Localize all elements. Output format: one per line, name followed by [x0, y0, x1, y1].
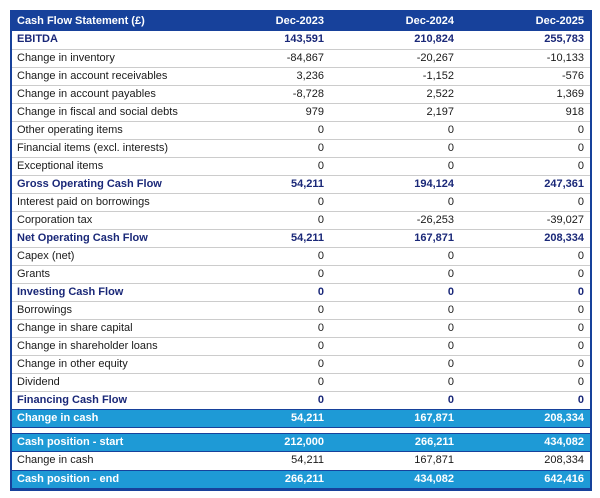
row-label: Interest paid on borrowings: [17, 196, 150, 208]
row-value: 0: [317, 394, 324, 406]
row-value: 2,197: [426, 106, 454, 118]
row-value: 0: [317, 124, 324, 136]
row-value: 918: [565, 106, 584, 118]
table-row: [12, 157, 590, 175]
row-value: 212,000: [284, 436, 324, 448]
row-value: 3,236: [296, 70, 324, 82]
table-row: [12, 265, 590, 283]
row-value: 0: [447, 268, 454, 280]
row-value: 0: [317, 160, 324, 172]
row-value: 54,211: [290, 178, 324, 190]
row-value: 0: [317, 268, 324, 280]
row-value: 0: [317, 358, 324, 370]
row-label: Financing Cash Flow: [17, 394, 128, 406]
row-label: Investing Cash Flow: [17, 286, 124, 298]
row-label: Cash position - end: [17, 473, 120, 485]
row-value: -8,728: [292, 88, 324, 100]
row-label: Other operating items: [17, 124, 123, 136]
row-value: 0: [447, 358, 454, 370]
row-value: 0: [577, 394, 584, 406]
row-label: Dividend: [17, 376, 60, 388]
row-value: 54,211: [290, 232, 324, 244]
table-row: [12, 319, 590, 337]
table-row: [12, 301, 590, 319]
row-value: 0: [317, 340, 324, 352]
row-label: Change in cash: [17, 454, 94, 466]
table-row: [12, 175, 590, 193]
table-row: [12, 337, 590, 355]
row-label: Change in account receivables: [17, 70, 168, 82]
row-label: Corporation tax: [17, 214, 93, 226]
row-value: 0: [577, 340, 584, 352]
row-value: 979: [305, 106, 324, 118]
table-row: [12, 452, 590, 470]
row-label: Net Operating Cash Flow: [17, 232, 148, 244]
row-value: 143,591: [284, 33, 324, 45]
row-value: 0: [577, 142, 584, 154]
row-value: 266,211: [284, 473, 324, 485]
cash-flow-statement-table: [10, 10, 592, 491]
row-value: 0: [577, 250, 584, 262]
table-row: [12, 31, 590, 49]
row-value: 2,522: [426, 88, 454, 100]
row-label: Grants: [17, 268, 51, 280]
row-label: Capex (net): [17, 250, 75, 262]
table-row: [12, 355, 590, 373]
row-value: 0: [447, 124, 454, 136]
row-value: 266,211: [414, 436, 454, 448]
table-row: [12, 67, 590, 85]
row-value: 0: [577, 268, 584, 280]
row-value: 0: [577, 124, 584, 136]
row-value: 210,824: [414, 33, 454, 45]
row-value: 434,082: [544, 436, 584, 448]
row-value: 0: [447, 286, 454, 298]
table-row: [12, 103, 590, 121]
row-value: 167,871: [414, 454, 454, 466]
table-row: [12, 193, 590, 211]
row-label: Change in account payables: [17, 88, 156, 100]
row-value: -576: [561, 70, 584, 82]
row-value: 0: [577, 304, 584, 316]
table-row: [12, 121, 590, 139]
row-value: 0: [447, 340, 454, 352]
row-value: 0: [317, 196, 324, 208]
row-label: Change in fiscal and social debts: [17, 106, 178, 118]
row-value: 0: [317, 304, 324, 316]
column-header-dec-2024: Dec-2024: [405, 15, 454, 27]
row-value: 0: [317, 286, 324, 298]
row-value: -20,267: [416, 52, 454, 64]
row-value: 0: [447, 322, 454, 334]
row-value: 247,361: [544, 178, 584, 190]
row-label: Change in shareholder loans: [17, 340, 158, 352]
row-label: Change in inventory: [17, 52, 115, 64]
row-label: Borrowings: [17, 304, 73, 316]
row-value: 194,124: [414, 178, 454, 190]
row-label: Change in share capital: [17, 322, 133, 334]
row-value: 54,211: [290, 412, 324, 424]
row-value: 0: [577, 376, 584, 388]
table-row: [12, 49, 590, 67]
row-value: 208,334: [544, 412, 584, 424]
row-value: 167,871: [414, 232, 454, 244]
row-value: 0: [577, 196, 584, 208]
row-value: 642,416: [544, 473, 584, 485]
row-value: 255,783: [544, 33, 584, 45]
table-header-row: [12, 12, 590, 31]
row-value: 0: [447, 304, 454, 316]
row-value: -1,152: [422, 70, 454, 82]
row-value: 54,211: [291, 454, 324, 466]
column-header-dec-2025: Dec-2025: [535, 15, 584, 27]
row-label: Change in other equity: [17, 358, 128, 370]
row-value: 434,082: [414, 473, 454, 485]
table-title: Cash Flow Statement (£): [17, 15, 145, 27]
row-value: 0: [577, 358, 584, 370]
row-value: 0: [577, 160, 584, 172]
row-label: Exceptional items: [17, 160, 104, 172]
row-label: Change in cash: [17, 412, 99, 424]
row-value: 0: [317, 214, 324, 226]
row-label: Financial items (excl. interests): [17, 142, 168, 154]
row-label: Cash position - start: [17, 436, 124, 448]
table-row: [12, 85, 590, 103]
row-value: 0: [447, 142, 454, 154]
row-label: Gross Operating Cash Flow: [17, 178, 162, 190]
table-row: [12, 391, 590, 409]
row-value: 0: [447, 394, 454, 406]
row-value: 0: [317, 322, 324, 334]
row-value: -39,027: [546, 214, 584, 226]
row-value: 0: [447, 160, 454, 172]
row-value: 0: [317, 250, 324, 262]
table-row: [12, 211, 590, 229]
row-value: 208,334: [544, 454, 584, 466]
row-value: 0: [317, 142, 324, 154]
row-value: 0: [577, 322, 584, 334]
row-value: 208,334: [544, 232, 584, 244]
table-row: [12, 433, 590, 452]
row-value: -10,133: [546, 52, 584, 64]
row-label: EBITDA: [17, 33, 58, 45]
row-value: 0: [577, 286, 584, 298]
row-value: 1,369: [556, 88, 584, 100]
row-value: -26,253: [416, 214, 454, 226]
table-row: [12, 229, 590, 247]
table-row: [12, 470, 590, 489]
table-row: [12, 139, 590, 157]
row-value: 0: [317, 376, 324, 388]
table-row: [12, 247, 590, 265]
table-body: [12, 31, 590, 489]
row-value: 0: [447, 376, 454, 388]
row-value: 167,871: [414, 412, 454, 424]
row-value: -84,867: [286, 52, 324, 64]
table-row: [12, 283, 590, 301]
row-value: 0: [447, 196, 454, 208]
column-header-dec-2023: Dec-2023: [275, 15, 324, 27]
row-value: 0: [447, 250, 454, 262]
table-row: [12, 409, 590, 428]
table-row: [12, 373, 590, 391]
